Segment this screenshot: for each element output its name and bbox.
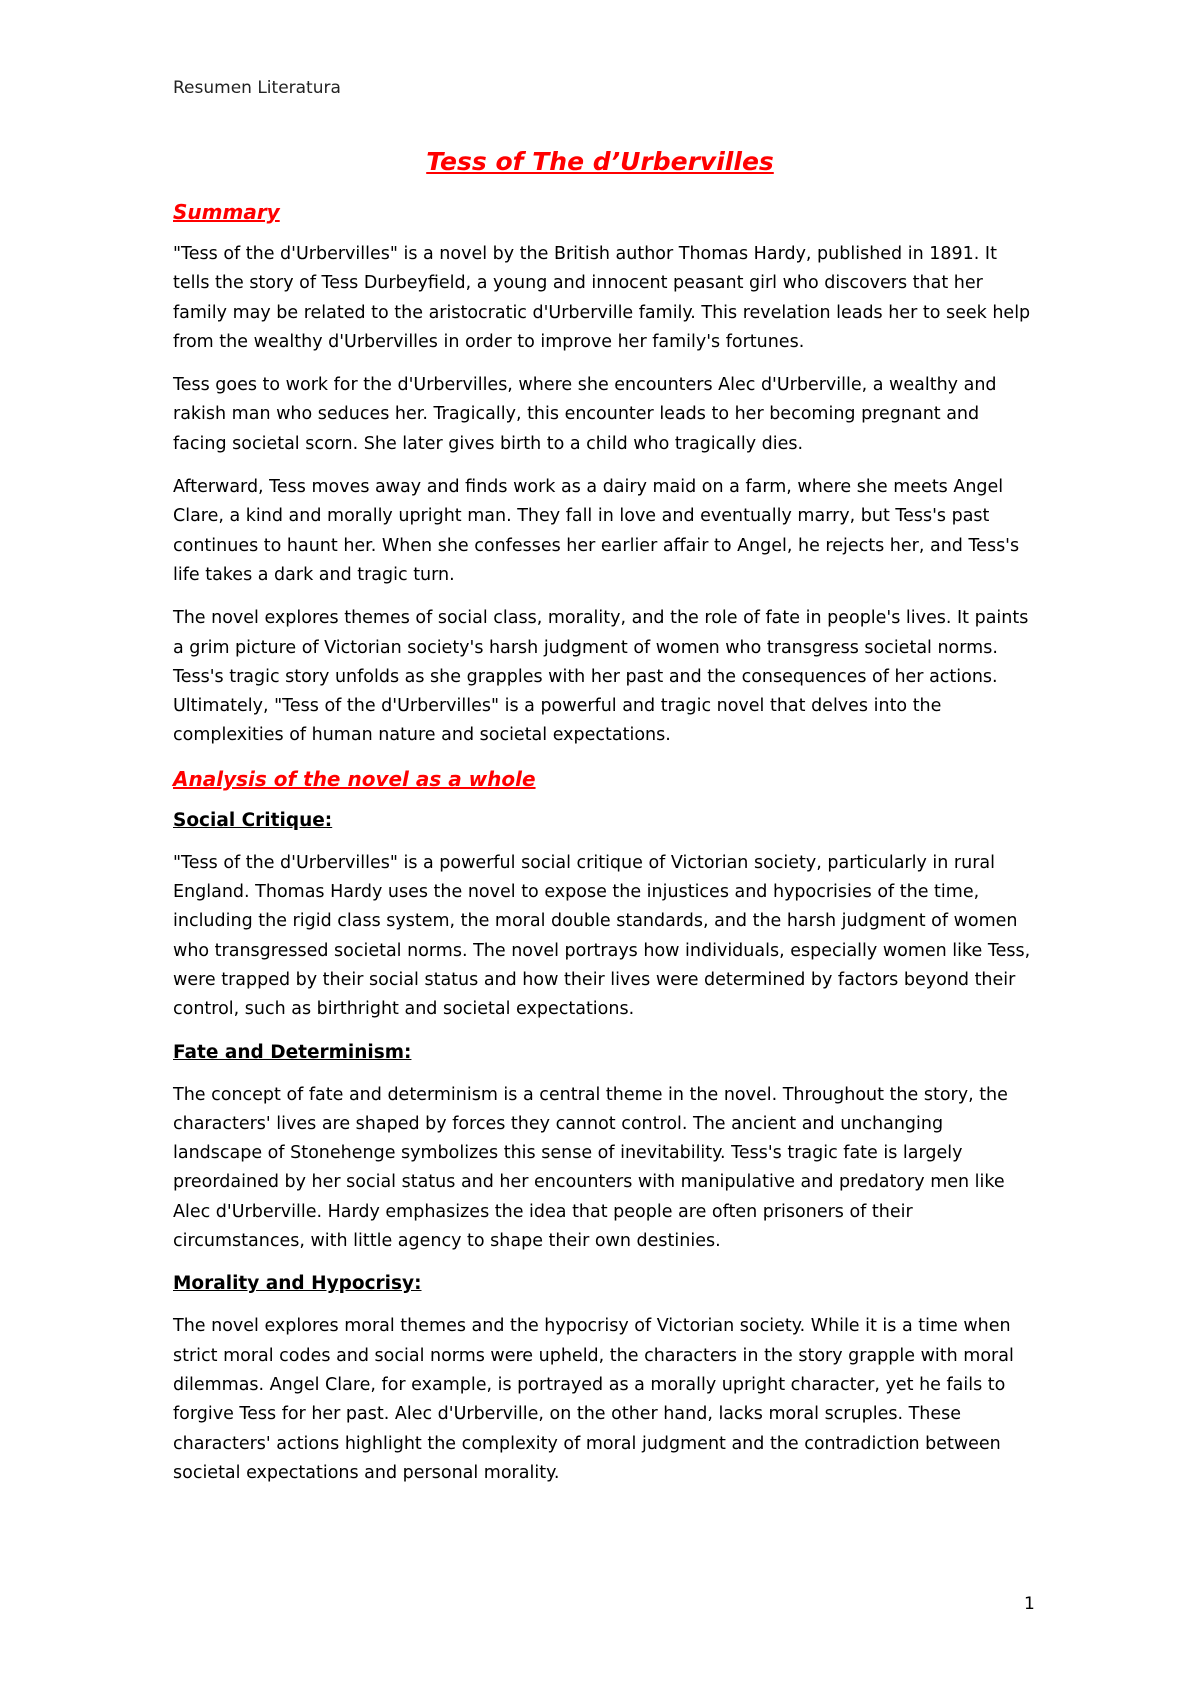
morality-hypocrisy-heading: Morality and Hypocrisy: — [173, 1273, 422, 1295]
fate-determinism-paragraph: The concept of fate and determinism is a central theme in the novel. Throughout the story, the characters' lives are shaped by forces they cannot control. The ancient and unchanging landscape of Stonehenge symbolizes this sense of inevitability. Tess's tragic fate is largely preordained by her social status and her encounters with manipulative and predatory men like Alec d'Urberville. Hardy emphasizes the idea that people are often prisoners of their circumstances, with little agency to shape their own destinies. — [173, 1084, 1008, 1252]
summary-heading: Summary — [173, 200, 280, 224]
summary-paragraph: The novel explores themes of social class, morality, and the role of fate in people's lives. It paints a grim picture of Victorian society's harsh judgment of women who transgress societal norms. Tess's tragic story unfolds as she grapples with her past and the consequences of her actions. Ultimately, "Tess of the d'Urbervilles" is a powerful and tragic novel that delves into the complexities of human nature and societal expectations. — [173, 608, 1029, 746]
fate-determinism-heading: Fate and Determinism: — [173, 1041, 412, 1063]
morality-hypocrisy-paragraph: The novel explores moral themes and the hypocrisy of Victorian society. While it is a time when strict moral codes and social norms were upheld, the characters in the story grapple with moral dilemmas. Angel Clare, for example, is portrayed as a morally upright character, yet he fails to forgive Tess for her past. Alec d'Urberville, on the other hand, lacks moral scruples. These characters' actions highlight the complexity of moral judgment and the contradiction between societal expectations and personal morality. — [173, 1316, 1014, 1483]
analysis-heading: Analysis of the novel as a whole — [173, 766, 536, 791]
social-critique-heading: Social Critique: — [173, 809, 333, 831]
social-critique-paragraph: "Tess of the d'Urbervilles" is a powerful social critique of Victorian society, particularly in rural England. Thomas Hardy uses the novel to expose the injustices and hypocrisies of the time, including the rigid class system, the moral double standards, and the harsh judgment of women who transgressed societal norms. The novel portrays how individuals, especially women like Tess, were trapped by their social status and how their lives were determined by factors beyond their control, such as birthright and societal expectations. — [173, 852, 1031, 1020]
document-body — [173, 198, 1033, 1502]
summary-paragraph: Tess goes to work for the d'Urbervilles, where she encounters Alec d'Urberville, a wealthy and rakish man who seduces her. Tragically, this encounter leads to her becoming pregnant and facing societal scorn. She later gives birth to a child who tragically dies. — [173, 375, 997, 454]
summary-paragraph: Afterward, Tess moves away and finds work as a dairy maid on a farm, where she meets Angel Clare, a kind and morally upright man. They fall in love and eventually marry, but Tess's past continues to haunt her. When she confesses her earlier affair to Angel, he rejects her, and Tess's life takes a dark and tragic turn. — [173, 477, 1020, 585]
page-number: 1 — [1024, 1594, 1035, 1614]
document-title: Tess of The d’Urbervilles — [426, 147, 774, 176]
running-header: Resumen Literatura — [173, 78, 341, 98]
summary-paragraph: "Tess of the d'Urbervilles" is a novel by the British author Thomas Hardy, published in 1891. It tells the story of Tess Durbeyfield, a young and innocent peasant girl who discovers that her family may be related to the aristocratic d'Urberville family. This revelation leads her to seek help from the wealthy d'Urbervilles in order to improve her family's fortunes. — [173, 244, 1031, 352]
